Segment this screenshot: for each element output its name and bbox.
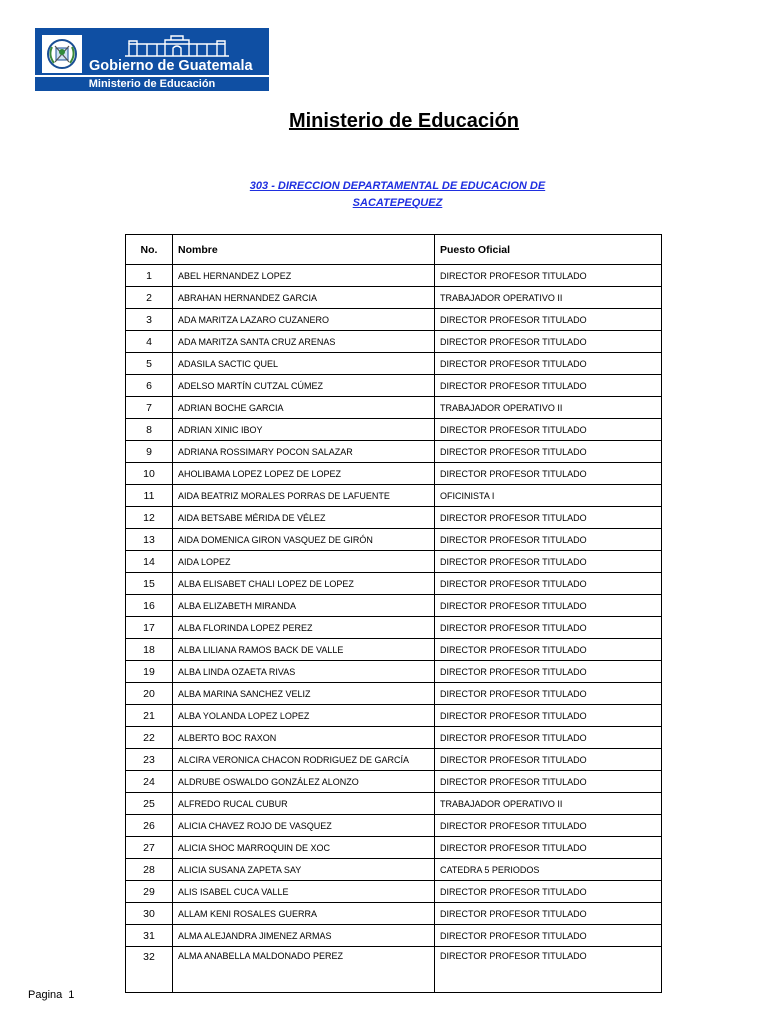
cell-no: 14: [126, 551, 173, 573]
cell-nombre: ALBA ELIZABETH MIRANDA: [173, 595, 435, 617]
cell-nombre: AHOLIBAMA LOPEZ LOPEZ DE LOPEZ: [173, 463, 435, 485]
table-row: [126, 837, 662, 859]
cell-no: 12: [126, 507, 173, 529]
table-row: [126, 375, 662, 397]
cell-nombre: ALBA YOLANDA LOPEZ LOPEZ: [173, 705, 435, 727]
table-row: [126, 265, 662, 287]
cell-no: 23: [126, 749, 173, 771]
cell-no: 16: [126, 595, 173, 617]
cell-puesto: DIRECTOR PROFESOR TITULADO: [435, 507, 662, 529]
cell-no: 24: [126, 771, 173, 793]
cell-puesto: DIRECTOR PROFESOR TITULADO: [435, 617, 662, 639]
table-row: [126, 881, 662, 903]
cell-puesto: OFICINISTA I: [435, 485, 662, 507]
cell-puesto: DIRECTOR PROFESOR TITULADO: [435, 463, 662, 485]
department-subtitle: [230, 178, 565, 212]
table-row: [126, 441, 662, 463]
cell-puesto: DIRECTOR PROFESOR TITULADO: [435, 947, 662, 993]
cell-nombre: ALCIRA VERONICA CHACON RODRIGUEZ DE GARCÍA: [173, 749, 435, 771]
table-row: [126, 815, 662, 837]
coat-of-arms-icon: [42, 35, 82, 73]
table-row: [126, 573, 662, 595]
logo-ministerio-text: Ministerio de Educación: [35, 75, 269, 91]
cell-puesto: DIRECTOR PROFESOR TITULADO: [435, 815, 662, 837]
cell-puesto: DIRECTOR PROFESOR TITULADO: [435, 353, 662, 375]
cell-puesto: TRABAJADOR OPERATIVO II: [435, 793, 662, 815]
page-title: Ministerio de Educación: [288, 110, 520, 132]
table-row: [126, 617, 662, 639]
cell-no: 26: [126, 815, 173, 837]
cell-puesto: DIRECTOR PROFESOR TITULADO: [435, 661, 662, 683]
cell-nombre: ALMA ANABELLA MALDONADO PEREZ: [173, 947, 435, 993]
cell-no: 1: [126, 265, 173, 287]
logo-gobierno-text: Gobierno de Guatemala: [89, 58, 253, 74]
cell-puesto: DIRECTOR PROFESOR TITULADO: [435, 771, 662, 793]
cell-puesto: TRABAJADOR OPERATIVO II: [435, 287, 662, 309]
cell-nombre: ALBA FLORINDA LOPEZ PEREZ: [173, 617, 435, 639]
cell-no: 13: [126, 529, 173, 551]
cell-nombre: ADRIAN XINIC IBOY: [173, 419, 435, 441]
cell-puesto: DIRECTOR PROFESOR TITULADO: [435, 595, 662, 617]
cell-no: 30: [126, 903, 173, 925]
cell-nombre: ALICIA SUSANA ZAPETA SAY: [173, 859, 435, 881]
cell-nombre: ALLAM KENI ROSALES GUERRA: [173, 903, 435, 925]
cell-no: 9: [126, 441, 173, 463]
page-number: 1: [68, 989, 75, 1001]
cell-no: 27: [126, 837, 173, 859]
header-no: No.: [126, 235, 173, 265]
table-row: [126, 947, 662, 993]
cell-nombre: AIDA BEATRIZ MORALES PORRAS DE LAFUENTE: [173, 485, 435, 507]
cell-puesto: DIRECTOR PROFESOR TITULADO: [435, 639, 662, 661]
cell-no: 18: [126, 639, 173, 661]
table-row: [126, 683, 662, 705]
table-row: [126, 551, 662, 573]
table-row: [126, 485, 662, 507]
cell-puesto: DIRECTOR PROFESOR TITULADO: [435, 925, 662, 947]
table-row: [126, 309, 662, 331]
table-row: [126, 925, 662, 947]
cell-puesto: DIRECTOR PROFESOR TITULADO: [435, 265, 662, 287]
cell-nombre: ALDRUBE OSWALDO GONZÁLEZ ALONZO: [173, 771, 435, 793]
cell-nombre: ADRIAN BOCHE GARCIA: [173, 397, 435, 419]
cell-puesto: DIRECTOR PROFESOR TITULADO: [435, 331, 662, 353]
cell-puesto: DIRECTOR PROFESOR TITULADO: [435, 903, 662, 925]
cell-puesto: TRABAJADOR OPERATIVO II: [435, 397, 662, 419]
cell-nombre: ALMA ALEJANDRA JIMENEZ ARMAS: [173, 925, 435, 947]
page-footer: [28, 989, 74, 1001]
cell-nombre: ADA MARITZA LAZARO CUZANERO: [173, 309, 435, 331]
table-row: [126, 529, 662, 551]
table-row: [126, 771, 662, 793]
cell-puesto: DIRECTOR PROFESOR TITULADO: [435, 705, 662, 727]
cell-no: 8: [126, 419, 173, 441]
palace-icon: [123, 32, 231, 58]
cell-nombre: ALIS ISABEL CUCA VALLE: [173, 881, 435, 903]
cell-no: 6: [126, 375, 173, 397]
cell-nombre: ALBA ELISABET CHALI LOPEZ DE LOPEZ: [173, 573, 435, 595]
table-row: [126, 749, 662, 771]
cell-nombre: ALBA LINDA OZAETA RIVAS: [173, 661, 435, 683]
cell-puesto: DIRECTOR PROFESOR TITULADO: [435, 309, 662, 331]
cell-no: 32: [126, 947, 173, 993]
cell-no: 28: [126, 859, 173, 881]
cell-no: 29: [126, 881, 173, 903]
cell-nombre: ALFREDO RUCAL CUBUR: [173, 793, 435, 815]
cell-nombre: AIDA BETSABE MÉRIDA DE VÉLEZ: [173, 507, 435, 529]
table-row: [126, 705, 662, 727]
cell-puesto: DIRECTOR PROFESOR TITULADO: [435, 551, 662, 573]
cell-puesto: DIRECTOR PROFESOR TITULADO: [435, 573, 662, 595]
gobierno-logo: [35, 28, 269, 91]
table-row: [126, 639, 662, 661]
cell-nombre: ALICIA CHAVEZ ROJO DE VASQUEZ: [173, 815, 435, 837]
cell-puesto: DIRECTOR PROFESOR TITULADO: [435, 727, 662, 749]
header-nombre: Nombre: [173, 235, 435, 265]
cell-puesto: DIRECTOR PROFESOR TITULADO: [435, 749, 662, 771]
cell-no: 4: [126, 331, 173, 353]
cell-puesto: DIRECTOR PROFESOR TITULADO: [435, 441, 662, 463]
cell-no: 19: [126, 661, 173, 683]
cell-no: 17: [126, 617, 173, 639]
cell-nombre: ADA MARITZA SANTA CRUZ ARENAS: [173, 331, 435, 353]
table-row: [126, 397, 662, 419]
cell-nombre: ADASILA SACTIC QUEL: [173, 353, 435, 375]
cell-nombre: ABEL HERNANDEZ LOPEZ: [173, 265, 435, 287]
cell-no: 31: [126, 925, 173, 947]
table-row: [126, 859, 662, 881]
table-row: [126, 331, 662, 353]
table-row: [126, 507, 662, 529]
cell-nombre: ALBA LILIANA RAMOS BACK DE VALLE: [173, 639, 435, 661]
cell-no: 11: [126, 485, 173, 507]
cell-no: 2: [126, 287, 173, 309]
subtitle-line-2: SACATEPEQUEZ: [352, 197, 443, 209]
cell-no: 3: [126, 309, 173, 331]
cell-no: 10: [126, 463, 173, 485]
cell-nombre: ADRIANA ROSSIMARY POCON SALAZAR: [173, 441, 435, 463]
personnel-table: [125, 234, 662, 993]
cell-puesto: CATEDRA 5 PERIODOS: [435, 859, 662, 881]
cell-no: 22: [126, 727, 173, 749]
cell-nombre: AIDA DOMENICA GIRON VASQUEZ DE GIRÓN: [173, 529, 435, 551]
table-row: [126, 793, 662, 815]
cell-nombre: ALBA MARINA SANCHEZ VELIZ: [173, 683, 435, 705]
table-row: [126, 595, 662, 617]
cell-puesto: DIRECTOR PROFESOR TITULADO: [435, 837, 662, 859]
table-row: [126, 419, 662, 441]
table-row: [126, 727, 662, 749]
cell-no: 25: [126, 793, 173, 815]
cell-nombre: ALICIA SHOC MARROQUIN DE XOC: [173, 837, 435, 859]
cell-nombre: ALBERTO BOC RAXON: [173, 727, 435, 749]
cell-puesto: DIRECTOR PROFESOR TITULADO: [435, 419, 662, 441]
cell-puesto: DIRECTOR PROFESOR TITULADO: [435, 881, 662, 903]
cell-no: 21: [126, 705, 173, 727]
cell-puesto: DIRECTOR PROFESOR TITULADO: [435, 375, 662, 397]
subtitle-line-1: 303 - DIRECCION DEPARTAMENTAL DE EDUCACION DE: [249, 180, 546, 192]
cell-nombre: ABRAHAN HERNANDEZ GARCIA: [173, 287, 435, 309]
table-row: [126, 287, 662, 309]
footer-label: Pagina: [28, 989, 63, 1001]
cell-no: 7: [126, 397, 173, 419]
cell-puesto: DIRECTOR PROFESOR TITULADO: [435, 683, 662, 705]
table-row: [126, 903, 662, 925]
cell-no: 15: [126, 573, 173, 595]
cell-no: 5: [126, 353, 173, 375]
header-puesto: Puesto Oficial: [435, 235, 662, 265]
cell-no: 20: [126, 683, 173, 705]
table-row: [126, 353, 662, 375]
cell-nombre: ADELSO MARTÍN CUTZAL CÚMEZ: [173, 375, 435, 397]
table-header-row: [126, 235, 662, 265]
cell-puesto: DIRECTOR PROFESOR TITULADO: [435, 529, 662, 551]
table-row: [126, 463, 662, 485]
cell-nombre: AIDA LOPEZ: [173, 551, 435, 573]
table-row: [126, 661, 662, 683]
